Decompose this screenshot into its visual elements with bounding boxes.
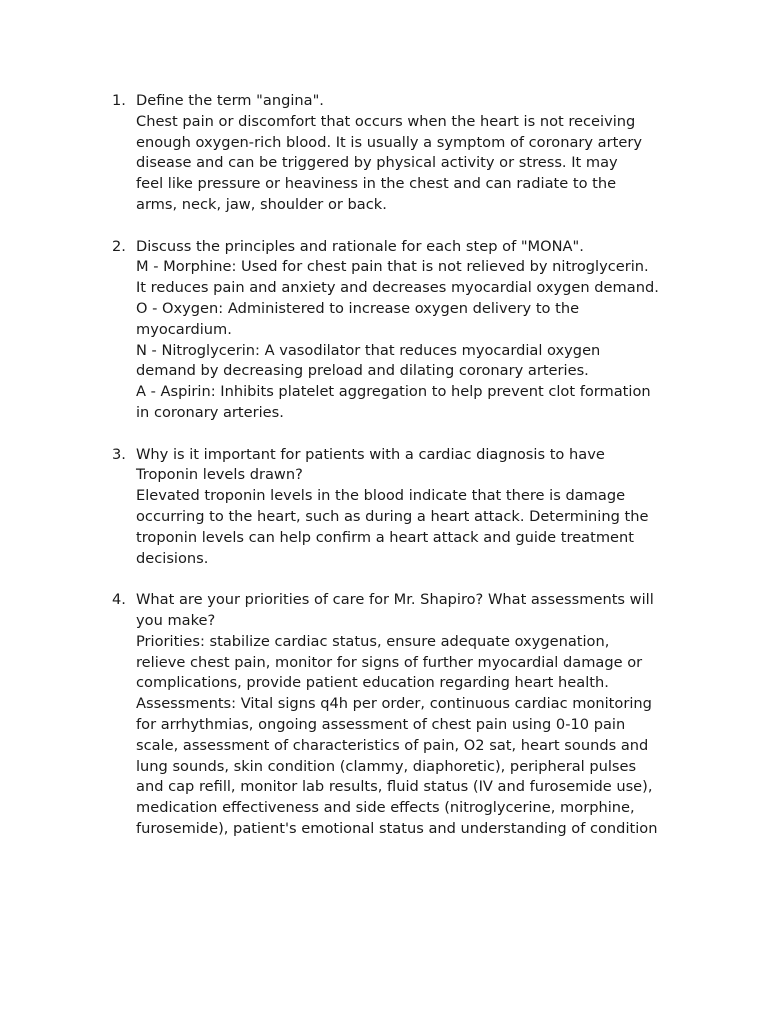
answer-line: relieve chest pain, monitor for signs of further myocardial damage or [136,653,643,671]
answer-line: demand by decreasing preload and dilating coronary arteries. [136,362,589,380]
answer-line: furosemide), patient's emotional status and understanding of condition [136,819,658,837]
answer-line: for arrhythmias, ongoing assessment of chest pain using 0-10 pain [136,715,626,733]
answer-line: Chest pain or discomfort that occurs when the heart is not receiving [136,112,636,130]
question-text: Discuss the principles and rationale for each step of "MONA". [136,237,584,255]
answer-line: A - Aspirin: Inhibits platelet aggregation to help prevent clot formation [136,383,651,401]
answer-line: troponin levels can help confirm a heart attack and guide treatment [136,528,635,546]
answer-line: Elevated troponin levels in the blood indicate that there is damage [136,487,626,505]
answer-line: in coronary arteries. [136,403,284,421]
question-text: Troponin levels drawn? [136,466,303,484]
answer-line: and cap refill, monitor lab results, fluid status (IV and furosemide use), [136,778,653,796]
answer-line: arms, neck, jaw, shoulder or back. [136,195,387,213]
answer-line: occurring to the heart, such as during a heart attack. Determining the [136,507,649,525]
answer-line: O - Oxygen: Administered to increase oxygen delivery to the [136,299,580,317]
question-text: What are your priorities of care for Mr. Shapiro? What assessments will [136,591,654,609]
item-number: 3. [112,445,126,463]
question-text: you make? [136,611,216,629]
list-item [112,445,692,570]
question-text: Why is it important for patients with a cardiac diagnosis to have [136,445,605,463]
question-text: Define the term "angina". [136,92,324,109]
answer-line: lung sounds, skin condition (clammy, diaphoretic), peripheral pulses [136,757,637,775]
item-number: 4. [112,591,126,609]
answer-line: enough oxygen-rich blood. It is usually a symptom of coronary artery [136,133,642,151]
answer-line: myocardium. [136,320,232,338]
answer-line: It reduces pain and anxiety and decreases myocardial oxygen demand. [136,279,659,297]
answer-line: disease and can be triggered by physical activity or stress. It may [136,154,618,172]
list-item [112,237,692,424]
answer-line: Priorities: stabilize cardiac status, ensure adequate oxygenation, [136,632,610,650]
answer-line: scale, assessment of characteristics of pain, O2 sat, heart sounds and [136,736,649,754]
answer-line: Assessments: Vital signs q4h per order, continuous cardiac monitoring [136,695,652,713]
answer-line: feel like pressure or heaviness in the chest and can radiate to the [136,175,617,193]
item-number: 1. [112,92,126,109]
answer-line: decisions. [136,549,209,567]
question-answer-list [112,91,692,860]
answer-line: medication effectiveness and side effects (nitroglycerine, morphine, [136,799,635,817]
answer-line: complications, provide patient education regarding heart health. [136,674,609,692]
answer-line: M - Morphine: Used for chest pain that is not relieved by nitroglycerin. [136,258,649,276]
item-number: 2. [112,237,126,255]
list-item [112,590,692,840]
answer-line: N - Nitroglycerin: A vasodilator that reduces myocardial oxygen [136,341,601,359]
list-item [112,91,692,216]
